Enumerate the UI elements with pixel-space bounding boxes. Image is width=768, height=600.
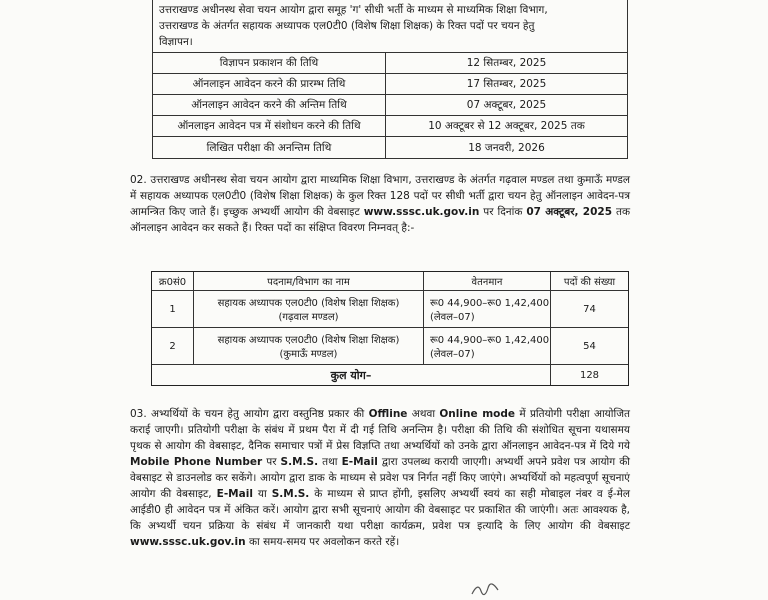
pay-scale: रू0 44,900–रू0 1,42,400 bbox=[430, 298, 550, 309]
notice-intro bbox=[153, 0, 627, 53]
row-pay bbox=[424, 328, 551, 364]
date-label: ऑनलाइन आवेदन पत्र में संशोधन करने की तिथि bbox=[153, 116, 386, 136]
paragraph-text: तथा bbox=[322, 456, 338, 468]
date-row bbox=[153, 116, 627, 137]
paragraph-text: अथवा bbox=[411, 408, 436, 420]
row-sno: 2 bbox=[152, 328, 194, 364]
paragraph-text: अभ्यर्थियों के चयन हेतु आयोग द्वारा वस्तुनिष्ठ प्रकार की bbox=[151, 408, 365, 420]
date-value: 12 सितम्बर, 2025 bbox=[466, 57, 547, 69]
header-sno: क्र0सं0 bbox=[152, 272, 194, 290]
header-pay: वेतनमान bbox=[424, 272, 551, 290]
offline-term: Offline bbox=[368, 408, 408, 420]
posts-table bbox=[151, 271, 629, 386]
paragraph-text: तक ऑनलाइन आवेदन कर सकते हैं। रिक्त पदों का संक्षिप्त विवरण निम्नवत् है:- bbox=[130, 206, 631, 234]
post-division: (गढ़वाल मण्डल) bbox=[278, 312, 339, 323]
row-count: 54 bbox=[583, 340, 596, 352]
date-value: 10 अक्टूबर से 12 अक्टूबर, 2025 तक bbox=[428, 120, 585, 132]
paragraph-text: द्वारा उपलब्ध करायी जाएगी। अभ्यर्थी अपने प्रवेश पत्र आयोग की वेबसाइट से डाउनलोड कर सकेंगे। आयोग द्वारा डाक के माध्यम से प्रवेश पत्र निर्गत नहीं किए जाएंगे। अभ्यर्थियों को महत्वपूर्ण सूचनाएं आयोग की वेबसाइट, bbox=[130, 456, 630, 500]
paragraph-03 bbox=[130, 406, 630, 550]
paragraph-text: के माध्यम से प्राप्त होंगी, इसलिए अभ्यर्थी स्वयं का सही मोबाइल नंबर व ई-मेल आईडी0 ही आवेदन पत्र में अंकित करें। आयोग द्वारा सभी सूचनाएं आयोग की वेबसाइट पर प्रकाशित की जाएंगी। अतः आवश्यक है, कि अभ्यर्थी चयन प्रक्रिया के संबंध में जानकारी यथा परीक्षा कार्यक्रम, प्रवेश पत्र इत्यादि के लिए आयोग की वेबसाइट bbox=[130, 488, 631, 532]
paragraph-text: पर दिनांक bbox=[483, 206, 523, 218]
table-total-row bbox=[152, 365, 628, 385]
pay-scale: रू0 44,900–रू0 1,42,400 bbox=[430, 335, 550, 346]
date-label: ऑनलाइन आवेदन करने की प्रारम्भ तिथि bbox=[153, 74, 386, 94]
date-value: 07 अक्टूबर, 2025 bbox=[466, 99, 547, 111]
paragraph-text: में प्रतियोगी परीक्षा आयोजित कराई जाएगी। प्रतियोगी परीक्षा के संबंध में प्रथम पैरा में दी गई तिथि अनन्तिम है। परीक्षा की तिथि की संशोधित सूचना यथासमय पृथक से आयोग की वेबसाइट, दैनिक समाचार पत्रों में प्रेस विज्ञप्ति तथा अभ्यर्थियों को उनके द्वारा ऑनलाइन आवेदन-पत्र में दिये गये bbox=[130, 408, 630, 452]
row-post bbox=[194, 291, 424, 327]
email-term: E-Mail bbox=[216, 488, 253, 500]
paragraph-text: पर bbox=[266, 456, 277, 468]
date-row bbox=[153, 95, 627, 116]
header-count: पदों की संख्या bbox=[563, 277, 616, 288]
post-name: सहायक अध्यापक एल0टी0 (विशेष शिक्षा शिक्षक) bbox=[217, 298, 400, 309]
intro-line: विज्ञापन। bbox=[159, 36, 193, 48]
table-header-row bbox=[152, 272, 628, 291]
sms-term: S.M.S. bbox=[280, 456, 319, 468]
paragraph-02 bbox=[130, 172, 630, 236]
header-post: पदनाम/विभाग का नाम bbox=[194, 272, 424, 290]
date-label: विज्ञापन प्रकाशन की तिथि bbox=[153, 53, 386, 73]
intro-line: उत्तराखण्ड अधीनस्थ सेवा चयन आयोग द्वारा समूह 'ग' सीधी भर्ती के माध्यम से माध्यमिक शिक्षा विभाग, bbox=[159, 4, 548, 16]
date-value: 18 जनवरी, 2026 bbox=[468, 141, 545, 154]
date-label: लिखित परीक्षा की अनन्तिम तिथि bbox=[153, 137, 386, 158]
row-pay bbox=[424, 291, 551, 327]
paragraph-number: 02. bbox=[130, 174, 147, 186]
paragraph-text: उत्तराखण्ड अधीनस्थ सेवा चयन आयोग द्वारा माध्यमिक शिक्षा विभाग, उत्तराखण्ड के अंतर्गत गढ़वाल मण्डल तथा कुमाऊँ मण्डल में सहायक अध्यापक एल0टी0 (विशेष शिक्षा शिक्षक) के कुल रिक्त 128 पदों पर सीधी भर्ती द्वारा चयन हेतु ऑनलाइन आवेदन-पत्र आमन्त्रित किए जाते हैं। इच्छुक अभ्यर्थी आयोग की वेबसाइट bbox=[130, 174, 630, 218]
date-row bbox=[153, 137, 627, 158]
paragraph-number: 03. bbox=[130, 408, 147, 420]
total-label: कुल योग– bbox=[152, 365, 551, 385]
post-name: सहायक अध्यापक एल0टी0 (विशेष शिक्षा शिक्षक) bbox=[217, 335, 400, 346]
row-sno: 1 bbox=[152, 291, 194, 327]
paragraph-text: का समय-समय पर अवलोकन करते रहें। bbox=[248, 536, 400, 548]
row-post bbox=[194, 328, 424, 364]
email-term: E-Mail bbox=[341, 456, 378, 468]
mobile-term: Mobile Phone Number bbox=[130, 456, 263, 468]
row-count: 74 bbox=[583, 303, 596, 315]
date-row bbox=[153, 53, 627, 74]
table-row bbox=[152, 291, 628, 328]
last-date: 07 अक्टूबर, 2025 bbox=[526, 206, 613, 218]
date-label: ऑनलाइन आवेदन करने की अन्तिम तिथि bbox=[153, 95, 386, 115]
sms-term: S.M.S. bbox=[271, 488, 310, 500]
total-value: 128 bbox=[579, 369, 600, 381]
signature-mark bbox=[470, 582, 500, 596]
online-mode-term: Online mode bbox=[439, 408, 516, 420]
pay-level: (लेवल–07) bbox=[430, 349, 475, 360]
date-row bbox=[153, 74, 627, 95]
pay-level: (लेवल–07) bbox=[430, 312, 475, 323]
date-value: 17 सितम्बर, 2025 bbox=[466, 78, 547, 90]
dates-box bbox=[152, 0, 628, 159]
post-division: (कुमाऊँ मण्डल) bbox=[279, 349, 338, 360]
website-link[interactable]: www.sssc.uk.gov.in bbox=[130, 536, 246, 548]
website-link[interactable]: www.sssc.uk.gov.in bbox=[363, 206, 480, 218]
table-row bbox=[152, 328, 628, 365]
paragraph-text: या bbox=[257, 488, 267, 500]
intro-line: उत्तराखण्ड के अंतर्गत सहायक अध्यापक एल0टी0 (विशेष शिक्षा शिक्षक) के रिक्त पदों पर चयन हेतु bbox=[159, 20, 535, 32]
